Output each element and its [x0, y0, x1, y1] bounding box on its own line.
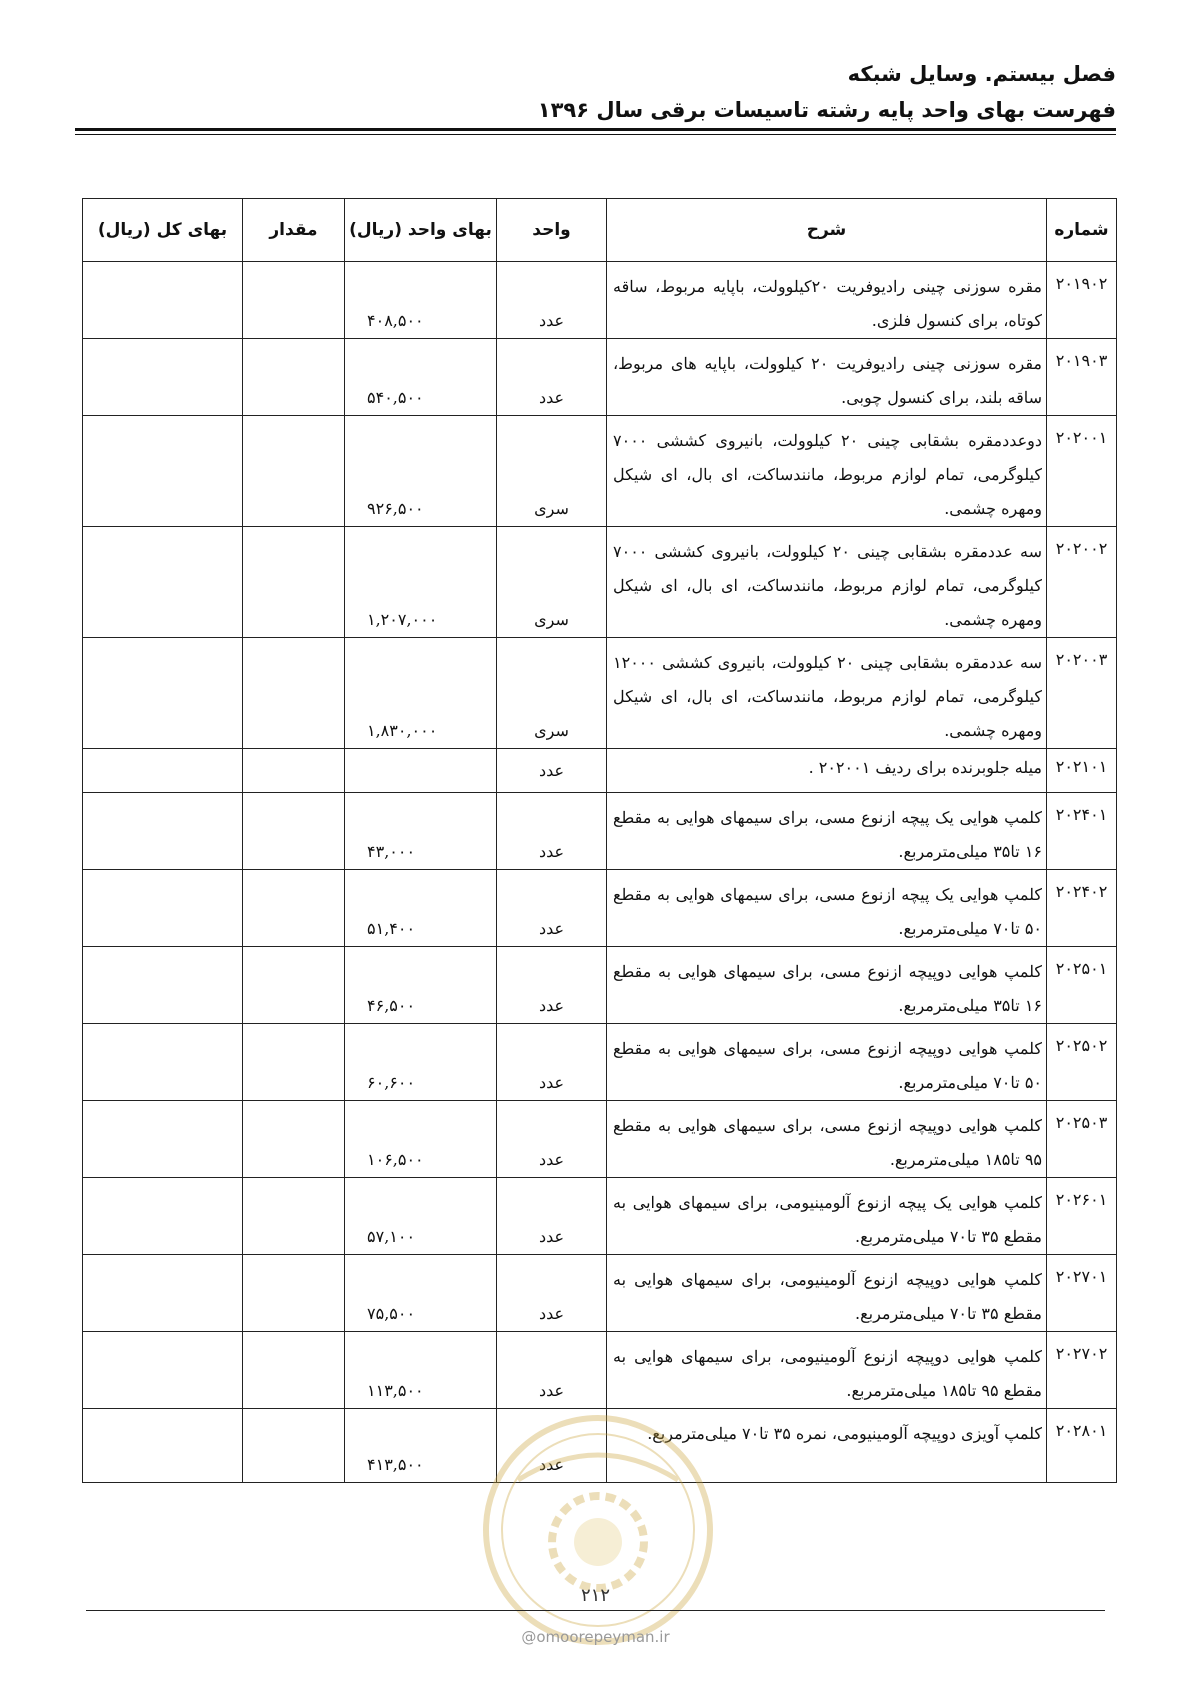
item-unit: عدد [497, 870, 607, 947]
column-header-description: شرح [607, 199, 1047, 262]
item-quantity [243, 638, 345, 749]
column-header-unit-price: بهای واحد (ریال) [345, 199, 497, 262]
item-unit: عدد [497, 1101, 607, 1178]
item-description: مقره سوزنی چینی رادیوفریت ۲۰کیلوولت، باپایه مربوط، ساقه کوتاه، برای کنسول فلزی. [607, 262, 1047, 339]
item-quantity [243, 1024, 345, 1101]
item-description: کلمپ هوایی یک پیچه ازنوع مسی، برای سیمهای هوایی به مقطع ۱۶ تا۳۵ میلی‌مترمربع. [607, 793, 1047, 870]
item-unit: عدد [497, 1178, 607, 1255]
table-row [83, 339, 1117, 416]
item-quantity [243, 262, 345, 339]
item-code: ۲۰۲۵۰۳ [1047, 1101, 1117, 1178]
table-row [83, 416, 1117, 527]
item-unit: سری [497, 638, 607, 749]
item-code: ۲۰۱۹۰۲ [1047, 262, 1117, 339]
table-row [83, 1255, 1117, 1332]
item-unit-price: ۱,۲۰۷,۰۰۰ [345, 527, 497, 638]
item-total-price [83, 1332, 243, 1409]
item-code: ۲۰۲۶۰۱ [1047, 1178, 1117, 1255]
table-row [83, 947, 1117, 1024]
item-description: کلمپ آویزی دوپیچه آلومینیومی، نمره ۳۵ تا۷۰ میلی‌مترمربع. [607, 1409, 1047, 1483]
item-unit: عدد [497, 947, 607, 1024]
item-total-price [83, 1024, 243, 1101]
website-watermark: @omoorepeyman.ir [521, 1628, 670, 1646]
item-description: کلمپ هوایی یک پیچه ازنوع آلومینیومی، برای سیمهای هوایی به مقطع ۳۵ تا۷۰ میلی‌مترمربع. [607, 1178, 1047, 1255]
footer-rule [86, 1610, 1105, 1611]
item-description: کلمپ هوایی یک پیچه ازنوع مسی، برای سیمهای هوایی به مقطع ۵۰ تا۷۰ میلی‌مترمربع. [607, 870, 1047, 947]
item-unit-price: ۵۷,۱۰۰ [345, 1178, 497, 1255]
item-description: سه عددمقره بشقابی چینی ۲۰ کیلوولت، بانیروی کششی ۱۲۰۰۰ کیلوگرمی، تمام لوازم مربوط، مانندساکت، ای بال، ای شیکل ومهره چشمی. [607, 638, 1047, 749]
table-row [83, 870, 1117, 947]
item-unit-price: ۶۰,۶۰۰ [345, 1024, 497, 1101]
price-list-table [82, 198, 1117, 1483]
item-code: ۲۰۲۷۰۲ [1047, 1332, 1117, 1409]
table-row [83, 527, 1117, 638]
item-quantity [243, 870, 345, 947]
item-code: ۲۰۲۰۰۳ [1047, 638, 1117, 749]
item-total-price [83, 749, 243, 793]
item-quantity [243, 1101, 345, 1178]
item-code: ۲۰۲۷۰۱ [1047, 1255, 1117, 1332]
item-code: ۲۰۲۰۰۱ [1047, 416, 1117, 527]
item-description: میله جلوبرنده برای ردیف ۲۰۲۰۰۱ . [607, 749, 1047, 793]
item-unit: عدد [497, 793, 607, 870]
item-unit: سری [497, 527, 607, 638]
item-total-price [83, 339, 243, 416]
item-code: ۲۰۲۴۰۱ [1047, 793, 1117, 870]
table-row [83, 1101, 1117, 1178]
item-quantity [243, 527, 345, 638]
item-quantity [243, 1332, 345, 1409]
table-row [83, 638, 1117, 749]
item-quantity [243, 947, 345, 1024]
item-description: کلمپ هوایی دوپیچه ازنوع آلومینیومی، برای سیمهای هوایی به مقطع ۳۵ تا۷۰ میلی‌مترمربع. [607, 1255, 1047, 1332]
item-quantity [243, 749, 345, 793]
item-total-price [83, 793, 243, 870]
item-unit-price: ۴۶,۵۰۰ [345, 947, 497, 1024]
item-quantity [243, 1255, 345, 1332]
item-total-price [83, 1101, 243, 1178]
table-row [83, 1024, 1117, 1101]
item-quantity [243, 416, 345, 527]
item-code: ۲۰۱۹۰۳ [1047, 339, 1117, 416]
item-unit: عدد [497, 749, 607, 793]
column-header-total-price: بهای کل (ریال) [83, 199, 243, 262]
table-header-row [83, 199, 1117, 262]
item-unit-price: ۱,۸۳۰,۰۰۰ [345, 638, 497, 749]
item-unit: عدد [497, 339, 607, 416]
item-unit-price: ۱۰۶,۵۰۰ [345, 1101, 497, 1178]
item-total-price [83, 416, 243, 527]
item-description: کلمپ هوایی دوپیچه ازنوع آلومینیومی، برای سیمهای هوایی به مقطع ۹۵ تا۱۸۵ میلی‌مترمربع. [607, 1332, 1047, 1409]
item-unit-price: ۹۲۶,۵۰۰ [345, 416, 497, 527]
item-description: کلمپ هوایی دوپیچه ازنوع مسی، برای سیمهای هوایی به مقطع ۱۶ تا۳۵ میلی‌مترمربع. [607, 947, 1047, 1024]
item-total-price [83, 870, 243, 947]
table-row [83, 793, 1117, 870]
item-total-price [83, 1255, 243, 1332]
item-quantity [243, 1409, 345, 1483]
item-unit-price: ۵۱,۴۰۰ [345, 870, 497, 947]
item-quantity [243, 1178, 345, 1255]
item-unit: عدد [497, 1332, 607, 1409]
item-unit-price: ۷۵,۵۰۰ [345, 1255, 497, 1332]
publisher-seal-watermark [478, 1410, 718, 1650]
item-unit: عدد [497, 1409, 607, 1483]
column-header-code: شماره [1047, 199, 1117, 262]
item-total-price [83, 1409, 243, 1483]
column-header-unit: واحد [497, 199, 607, 262]
item-unit-price: ۱۱۳,۵۰۰ [345, 1332, 497, 1409]
item-code: ۲۰۲۸۰۱ [1047, 1409, 1117, 1483]
table-row [83, 749, 1117, 793]
item-unit: عدد [497, 262, 607, 339]
item-description: سه عددمقره بشقابی چینی ۲۰ کیلوولت، بانیروی کششی ۷۰۰۰ کیلوگرمی، تمام لوازم مربوط، مانندساکت، ای بال، ای شیکل ومهره چشمی. [607, 527, 1047, 638]
item-description: کلمپ هوایی دوپیچه ازنوع مسی، برای سیمهای هوایی به مقطع ۹۵ تا۱۸۵ میلی‌مترمربع. [607, 1101, 1047, 1178]
item-code: ۲۰۲۱۰۱ [1047, 749, 1117, 793]
item-total-price [83, 638, 243, 749]
item-unit-price: ۴۰۸,۵۰۰ [345, 262, 497, 339]
item-unit: عدد [497, 1255, 607, 1332]
item-description: کلمپ هوایی دوپیچه ازنوع مسی، برای سیمهای هوایی به مقطع ۵۰ تا۷۰ میلی‌مترمربع. [607, 1024, 1047, 1101]
item-code: ۲۰۲۵۰۱ [1047, 947, 1117, 1024]
item-description: مقره سوزنی چینی رادیوفریت ۲۰ کیلوولت، باپایه های مربوط، ساقه بلند، برای کنسول چوبی. [607, 339, 1047, 416]
item-description: دوعددمقره بشقابی چینی ۲۰ کیلوولت، بانیروی کششی ۷۰۰۰ کیلوگرمی، تمام لوازم مربوط، مانندساکت، ای بال، ای شیکل ومهره چشمی. [607, 416, 1047, 527]
item-unit-price: ۴۱۳,۵۰۰ [345, 1409, 497, 1483]
item-quantity [243, 339, 345, 416]
item-unit-price: ۵۴۰,۵۰۰ [345, 339, 497, 416]
table-row [83, 1178, 1117, 1255]
page-number: ۲۱۲ [580, 1585, 610, 1606]
item-unit: عدد [497, 1024, 607, 1101]
chapter-title: فصل بیستم. وسایل شبکه [847, 62, 1116, 86]
item-code: ۲۰۲۴۰۲ [1047, 870, 1117, 947]
table-row [83, 262, 1117, 339]
document-subtitle: فهرست بهای واحد پایه رشته تاسیسات برقی سال ۱۳۹۶ [537, 98, 1116, 122]
item-unit: سری [497, 416, 607, 527]
header-rule-thin [75, 134, 1116, 135]
item-code: ۲۰۲۰۰۲ [1047, 527, 1117, 638]
item-unit-price [345, 749, 497, 793]
item-total-price [83, 947, 243, 1024]
table-row [83, 1332, 1117, 1409]
item-quantity [243, 793, 345, 870]
item-total-price [83, 1178, 243, 1255]
item-total-price [83, 262, 243, 339]
item-unit-price: ۴۳,۰۰۰ [345, 793, 497, 870]
item-total-price [83, 527, 243, 638]
header-rule-thick [75, 128, 1116, 131]
item-code: ۲۰۲۵۰۲ [1047, 1024, 1117, 1101]
column-header-quantity: مقدار [243, 199, 345, 262]
